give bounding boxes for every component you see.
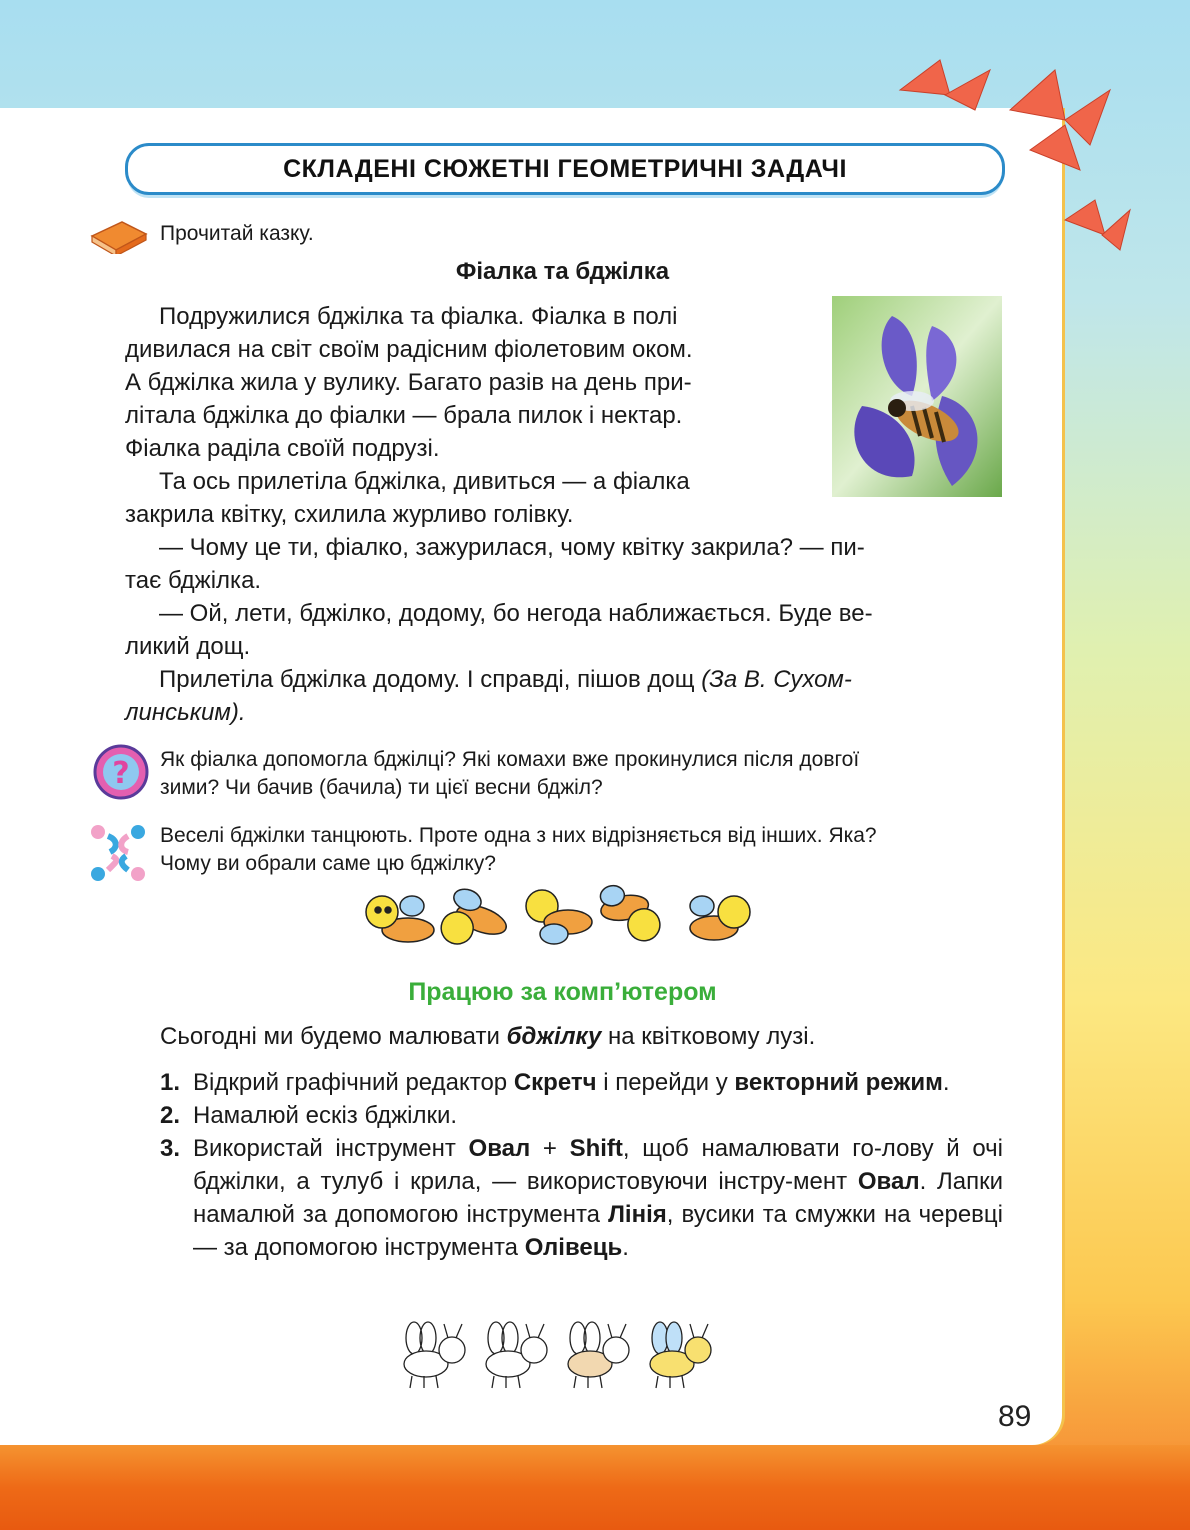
question-text (160, 746, 1005, 802)
page-title: СКЛАДЕНІ СЮЖЕТНІ ГЕОМЕТРИЧНІ ЗАДАЧІ (125, 143, 1005, 195)
step-1: 1. Відкрий графічний редактор Скретч і перейди у векторний режим. (160, 1069, 950, 1096)
story-paragraph-2 (125, 465, 815, 531)
story-line: Фіалка раділа своїй подрузі. (125, 435, 440, 462)
violet-bee-photo (832, 296, 1002, 497)
computer-heading: Працюю за комп’ютером (408, 978, 717, 1006)
book-icon (88, 214, 148, 254)
story-line: А бджілка жила у вулику. Багато разів на день при- (125, 369, 692, 396)
instruction-text: Прочитай казку. (160, 222, 314, 245)
story-line: тає бджілка. (125, 567, 262, 594)
bee-drawing-steps (400, 1318, 730, 1393)
steps-list (125, 1066, 1003, 1264)
story-line: Прилетіла бджілка додому. І справді, пішов дощ (За В. Сухом- (159, 666, 852, 693)
story-line: Подружилися бджілка та фіалка. Фіалка в полі (159, 303, 678, 330)
task-text (160, 822, 1005, 878)
logic-task-icon (88, 822, 148, 884)
question-line: зими? Чи бачив (бачила) ти цієї весни бджіл? (160, 776, 603, 799)
task-line: Чому ви обрали саме цю бджілку? (160, 852, 496, 875)
step-3: 3. Використай інструмент Овал + Shift, щоб намалювати го-лову й очі бджілки, а тулуб і крила, — використовуючи інстру-мент Овал. Лапки намалюй за допомогою інструмента Лінія, вусики та смужки на черевці — за допомогою інструмента Олівець. (160, 1135, 1004, 1261)
question-icon (92, 743, 150, 801)
task-line: Веселі бджілки танцюють. Проте одна з них відрізняється від інших. Яка? (160, 824, 877, 847)
story-title: Фіалка та бджілка (455, 258, 670, 285)
bottom-band (0, 1445, 1190, 1530)
computer-intro: Сьогодні ми будемо малювати бджілку на квітковому лузі. (160, 1023, 816, 1050)
dancing-bees-illustration (350, 880, 780, 960)
story-paragraph-5 (125, 663, 1005, 729)
story-paragraph-1 (125, 300, 815, 465)
svg-text:?: ? (112, 756, 130, 791)
story-paragraph-4 (125, 597, 1005, 663)
step-2: 2. Намалюй ескіз бджілки. (160, 1102, 458, 1129)
story-line: — Ой, лети, бджілко, додому, бо негода наближається. Буде ве- (159, 600, 873, 627)
question-line: Як фіалка допомогла бджілці? Які комахи вже прокинулися після довгої (160, 748, 860, 771)
story-line: літала бджілка до фіалки — брала пилок і нектар. (125, 402, 683, 429)
story-line: ликий дощ. (125, 633, 251, 660)
story-line: закрила квітку, схилила журливо голівку. (125, 501, 574, 528)
story-line: — Чому це ти, фіалко, зажурилася, чому квітку закрила? — пи- (159, 534, 865, 561)
story-paragraph-3 (125, 531, 1005, 597)
story-line: дивилася на світ своїм радісним фіолетовим оком. (125, 336, 693, 363)
story-line: Та ось прилетіла бджілка, дивиться — а фіалка (159, 468, 690, 495)
page-number: 89 (998, 1400, 1032, 1433)
story-line: линським). (125, 699, 246, 726)
